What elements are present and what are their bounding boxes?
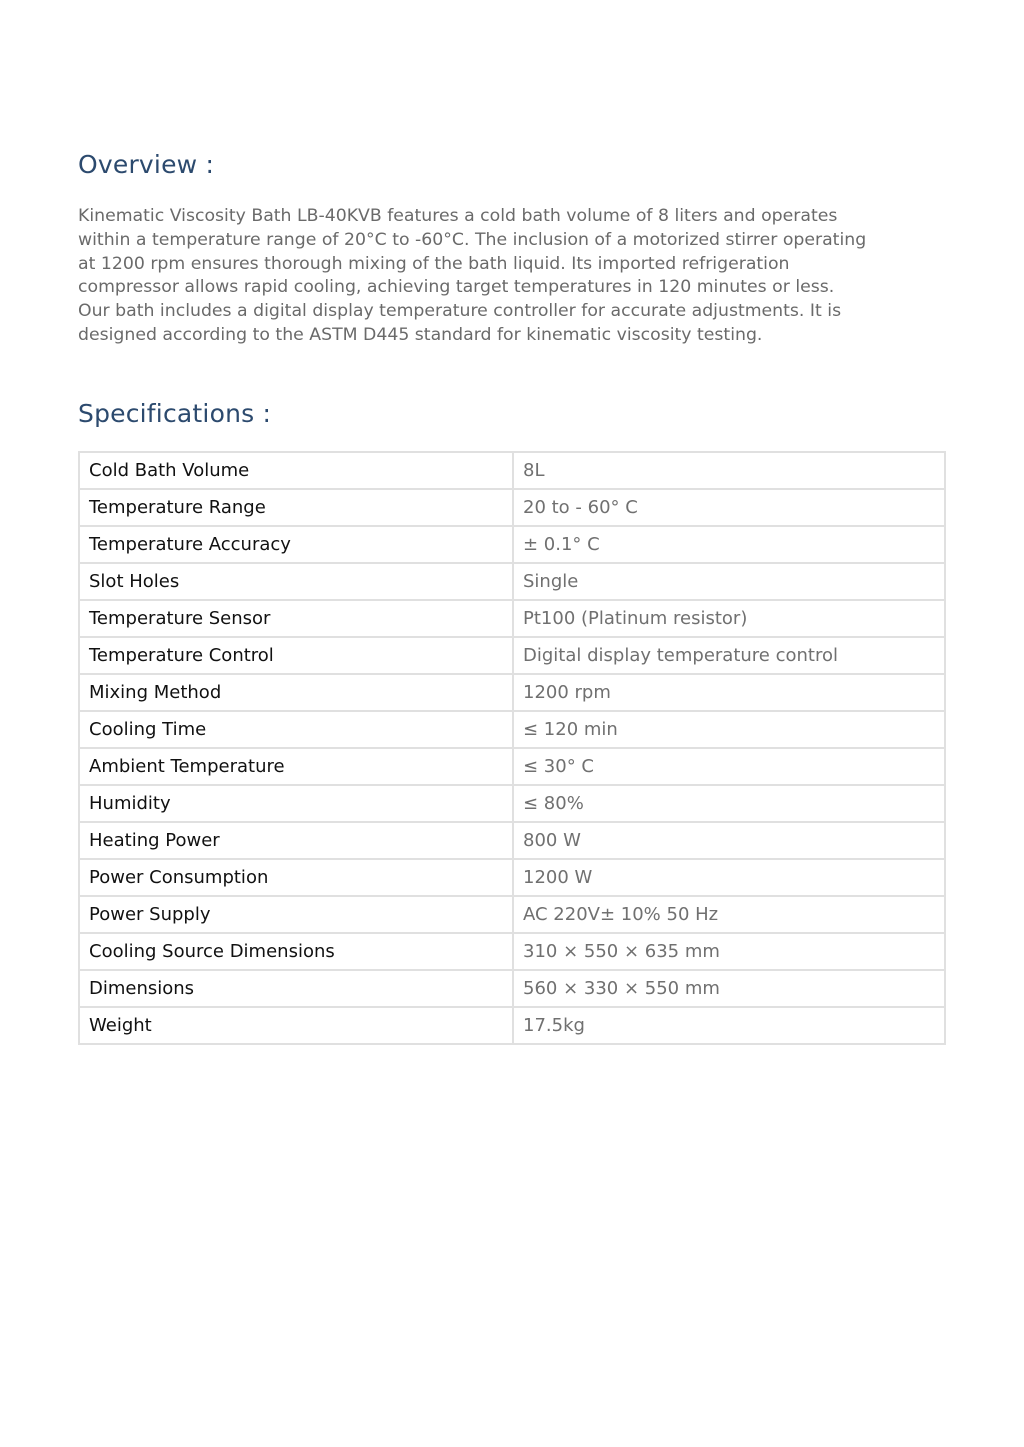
spec-label: Power Consumption [79, 859, 513, 896]
table-row [79, 637, 945, 674]
overview-line: designed according to the ASTM D445 standard for kinematic viscosity testing. [78, 324, 763, 345]
spec-value: 560 × 330 × 550 mm [513, 970, 945, 1007]
table-row [79, 933, 945, 970]
overview-line: within a temperature range of 20°C to -60°C. The inclusion of a motorized stirrer operating [78, 229, 867, 250]
spec-label: Cold Bath Volume [79, 452, 513, 489]
spec-label: Mixing Method [79, 674, 513, 711]
spec-label: Power Supply [79, 896, 513, 933]
overview-line: at 1200 rpm ensures thorough mixing of the bath liquid. Its imported refrigeration [78, 253, 790, 274]
spec-value: ≤ 120 min [513, 711, 945, 748]
spec-value: ≤ 80% [513, 785, 945, 822]
spec-value: Single [513, 563, 945, 600]
spec-label: Temperature Control [79, 637, 513, 674]
spec-value: Digital display temperature control [513, 637, 945, 674]
table-row [79, 896, 945, 933]
spec-value: 17.5kg [513, 1007, 945, 1044]
overview-line: Kinematic Viscosity Bath LB-40KVB features a cold bath volume of 8 liters and operates [78, 206, 838, 226]
spec-label: Cooling Time [79, 711, 513, 748]
table-row [79, 600, 945, 637]
spec-label: Dimensions [79, 970, 513, 1007]
spec-label: Temperature Sensor [79, 600, 513, 637]
overview-heading: Overview : [78, 150, 215, 179]
spec-value: 1200 rpm [513, 674, 945, 711]
spec-label: Slot Holes [79, 563, 513, 600]
spec-label: Cooling Source Dimensions [79, 933, 513, 970]
overview-line: compressor allows rapid cooling, achieving target temperatures in 120 minutes or less. [78, 277, 835, 298]
spec-label: Temperature Range [79, 489, 513, 526]
spec-value: ± 0.1° C [513, 526, 945, 563]
spec-label: Temperature Accuracy [79, 526, 513, 563]
table-row [79, 711, 945, 748]
table-row [79, 526, 945, 563]
spec-value: AC 220V± 10% 50 Hz [513, 896, 945, 933]
specifications-heading: Specifications : [78, 399, 272, 428]
table-row [79, 1007, 945, 1044]
spec-value: ≤ 30° C [513, 748, 945, 785]
overview-line: Our bath includes a digital display temperature controller for accurate adjustments. It is [78, 301, 842, 322]
table-row [79, 970, 945, 1007]
table-row [79, 674, 945, 711]
spec-value: 20 to - 60° C [513, 489, 945, 526]
table-row [79, 785, 945, 822]
spec-label: Weight [79, 1007, 513, 1044]
overview-paragraph [78, 205, 946, 348]
table-row [79, 822, 945, 859]
spec-value: 8L [513, 452, 945, 489]
spec-value: 800 W [513, 822, 945, 859]
spec-label: Heating Power [79, 822, 513, 859]
table-row [79, 563, 945, 600]
spec-label: Ambient Temperature [79, 748, 513, 785]
spec-value: 310 × 550 × 635 mm [513, 933, 945, 970]
table-row [79, 748, 945, 785]
spec-label: Humidity [79, 785, 513, 822]
spec-value: 1200 W [513, 859, 945, 896]
spec-value: Pt100 (Platinum resistor) [513, 600, 945, 637]
table-row [79, 452, 945, 489]
specifications-table [78, 451, 946, 1045]
table-row [79, 859, 945, 896]
table-row [79, 489, 945, 526]
